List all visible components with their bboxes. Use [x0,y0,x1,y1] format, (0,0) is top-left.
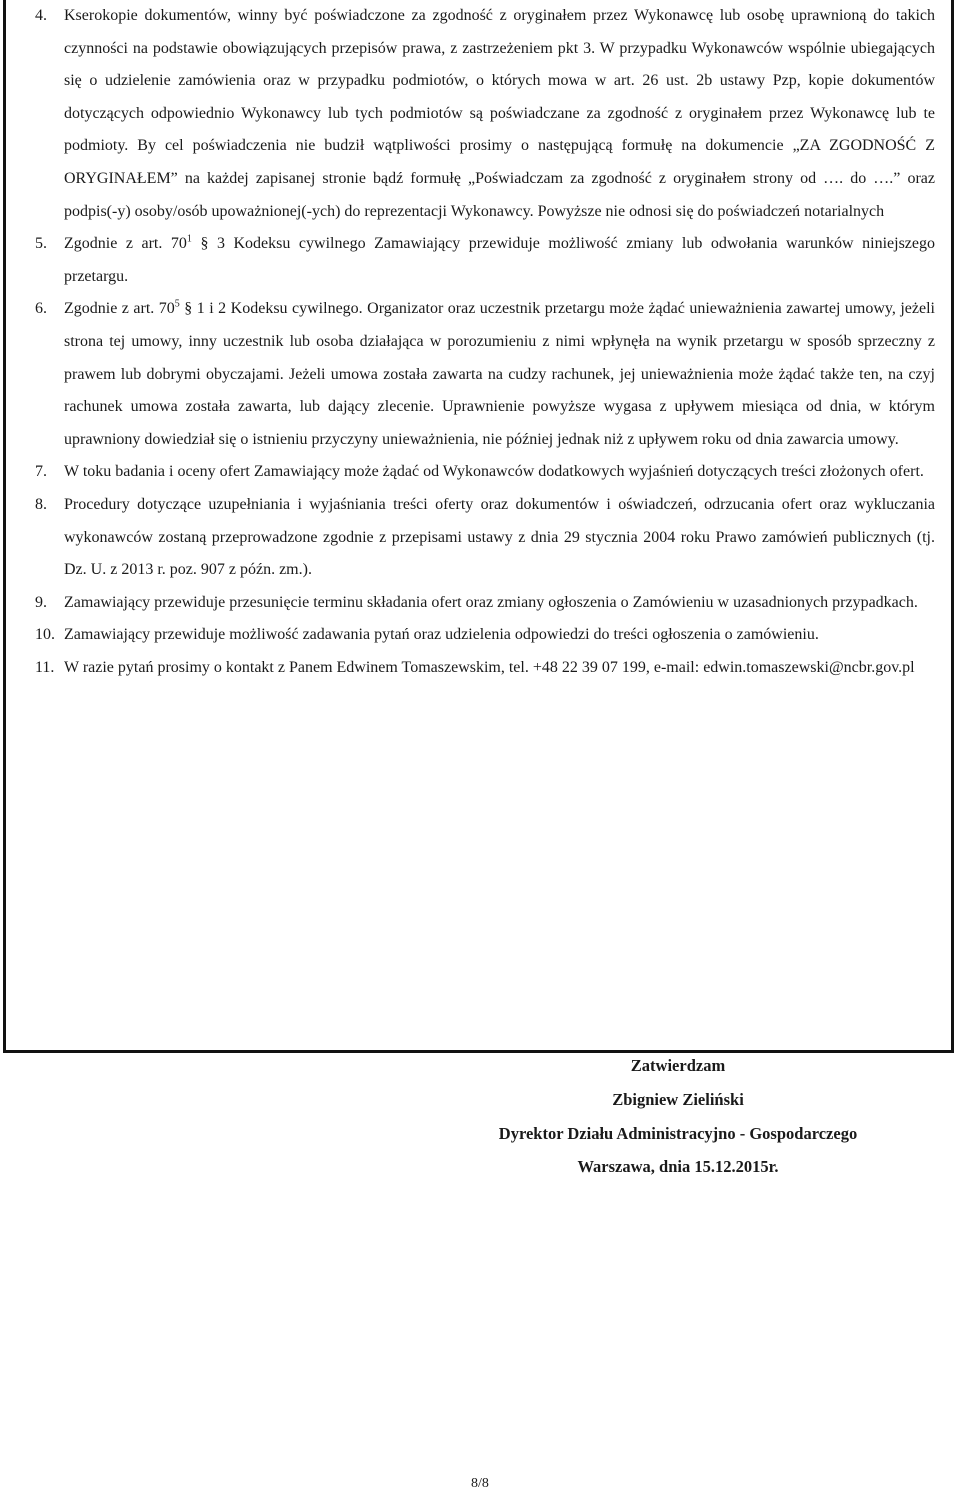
signature-name: Zbigniew Zieliński [612,1090,744,1109]
signature-approved: Zatwierdzam [630,1056,726,1075]
signature-place-date: Warszawa, dnia 15.12.2015r. [577,1157,779,1176]
list-item-5 [35,228,935,293]
item-number: 9. [35,593,47,611]
list-item-4 [35,0,935,228]
superscript: 5 [174,299,180,311]
item-number: 8. [35,495,47,513]
item-text: W toku badania i oceny ofert Zamawiający może żądać od Wykonawców dodatkowych wyjaśnień dotyczących treści złożonych ofert. [64,463,924,481]
item-text: W razie pytań prosimy o kontakt z Panem Edwinem Tomaszewskim, tel. +48 22 39 07 199, e-mail: edwin.tomaszewski@ncbr.gov.pl [64,658,915,676]
item-number: 5. [35,235,47,253]
list-item-10 [35,619,935,652]
item-text-start: Zgodnie z art. 70 [64,300,175,318]
page-number: 8/8 [471,1476,489,1491]
superscript: 1 [186,233,192,245]
list-item-8 [35,489,935,587]
item-text: Procedury dotyczące uzupełniania i wyjaśniania treści oferty oraz dokumentów i oświadczeń, odrzucania ofert oraz wykluczania wykonawców zostaną przeprowadzone zgodnie z przepisami ustawy z dnia 29 stycznia 2004 roku Prawo zamówień publicznych (tj. Dz. U. z 2013 r. poz. 907 z późn. zm.). [64,495,935,579]
item-number: 6. [35,300,47,318]
item-text-start: Zgodnie z art. 70 [64,235,187,253]
numbered-list [35,0,935,684]
item-number: 7. [35,463,47,481]
item-number: 4. [35,7,47,24]
item-number: 10. [35,626,55,644]
item-text-end: § 1 i 2 Kodeksu cywilnego. Organizator oraz uczestnik przetargu może żądać unieważnienia zawartej umowy, jeżeli strona tej umowy, inny uczestnik lub osoba działająca w porozumieniu z nimi wpłynęła na wynik przetargu w sposób sprzeczny z prawem lub dobrymi obyczajami. Jeżeli umowa została zawarta na cudzy rachunek, jej unieważnienia może żądać także ten, na czyj rachunek umowa została zawarta, lub dający zlecenie. Uprawnienie powyższe wygasa z upływem miesiąca od dnia, w którym uprawniony dowiedział się o istnieniu przyczyny unieważnienia, nie później jednak niż z upływem roku od dnia zawarcia umowy. [64,300,935,448]
item-text: Zamawiający przewiduje możliwość zadawania pytań oraz udzielenia odpowiedzi do treści ogłoszenia o zamówieniu. [64,626,819,644]
item-number: 11. [35,658,55,676]
list-item-9 [35,587,935,620]
signature-position: Dyrektor Działu Administracyjno - Gospodarczego [498,1124,858,1143]
list-item-7 [35,456,935,489]
list-item-6 [35,293,935,456]
list-item-11 [35,652,935,685]
item-text: Zamawiający przewiduje przesunięcie terminu składania ofert oraz zmiany ogłoszenia o Zamówieniu w uzasadnionych przypadkach. [64,593,918,611]
item-text-end: § 3 Kodeksu cywilnego Zamawiający przewiduje możliwość zmiany lub odwołania warunków niniejszego przetargu. [64,235,936,285]
item-text: Kserokopie dokumentów, winny być poświadczone za zgodność z oryginałem przez Wykonawcę lub osobę uprawnioną do takich czynności na podstawie obowiązujących przepisów prawa, z zastrzeżeniem pkt 3. W przypadku Wykonawców wspólnie ubiegających się o udzielenie zamówienia oraz w przypadku podmiotów, o których mowa w art. 26 ust. 2b ustawy Pzp, kopie dokumentów dotyczących odpowiednio Wykonawcy lub tych podmiotów są poświadczane za zgodność z oryginałem przez Wykonawcę lub te podmioty. By cel poświadczenia nie budził wątpliwości prosimy o następującą formułę na dokumencie „ZA ZGODNOŚĆ Z ORYGINAŁEM” na każdej zapisanej stronie bądź formułę „Poświadczam za zgodność z oryginałem strony od …. do ….” oraz podpis(-y) osoby/osób upoważnionej(-ych) do reprezentacji Wykonawcy. Powyższe nie odnosi się do poświadczeń notarialnych [64,7,935,220]
